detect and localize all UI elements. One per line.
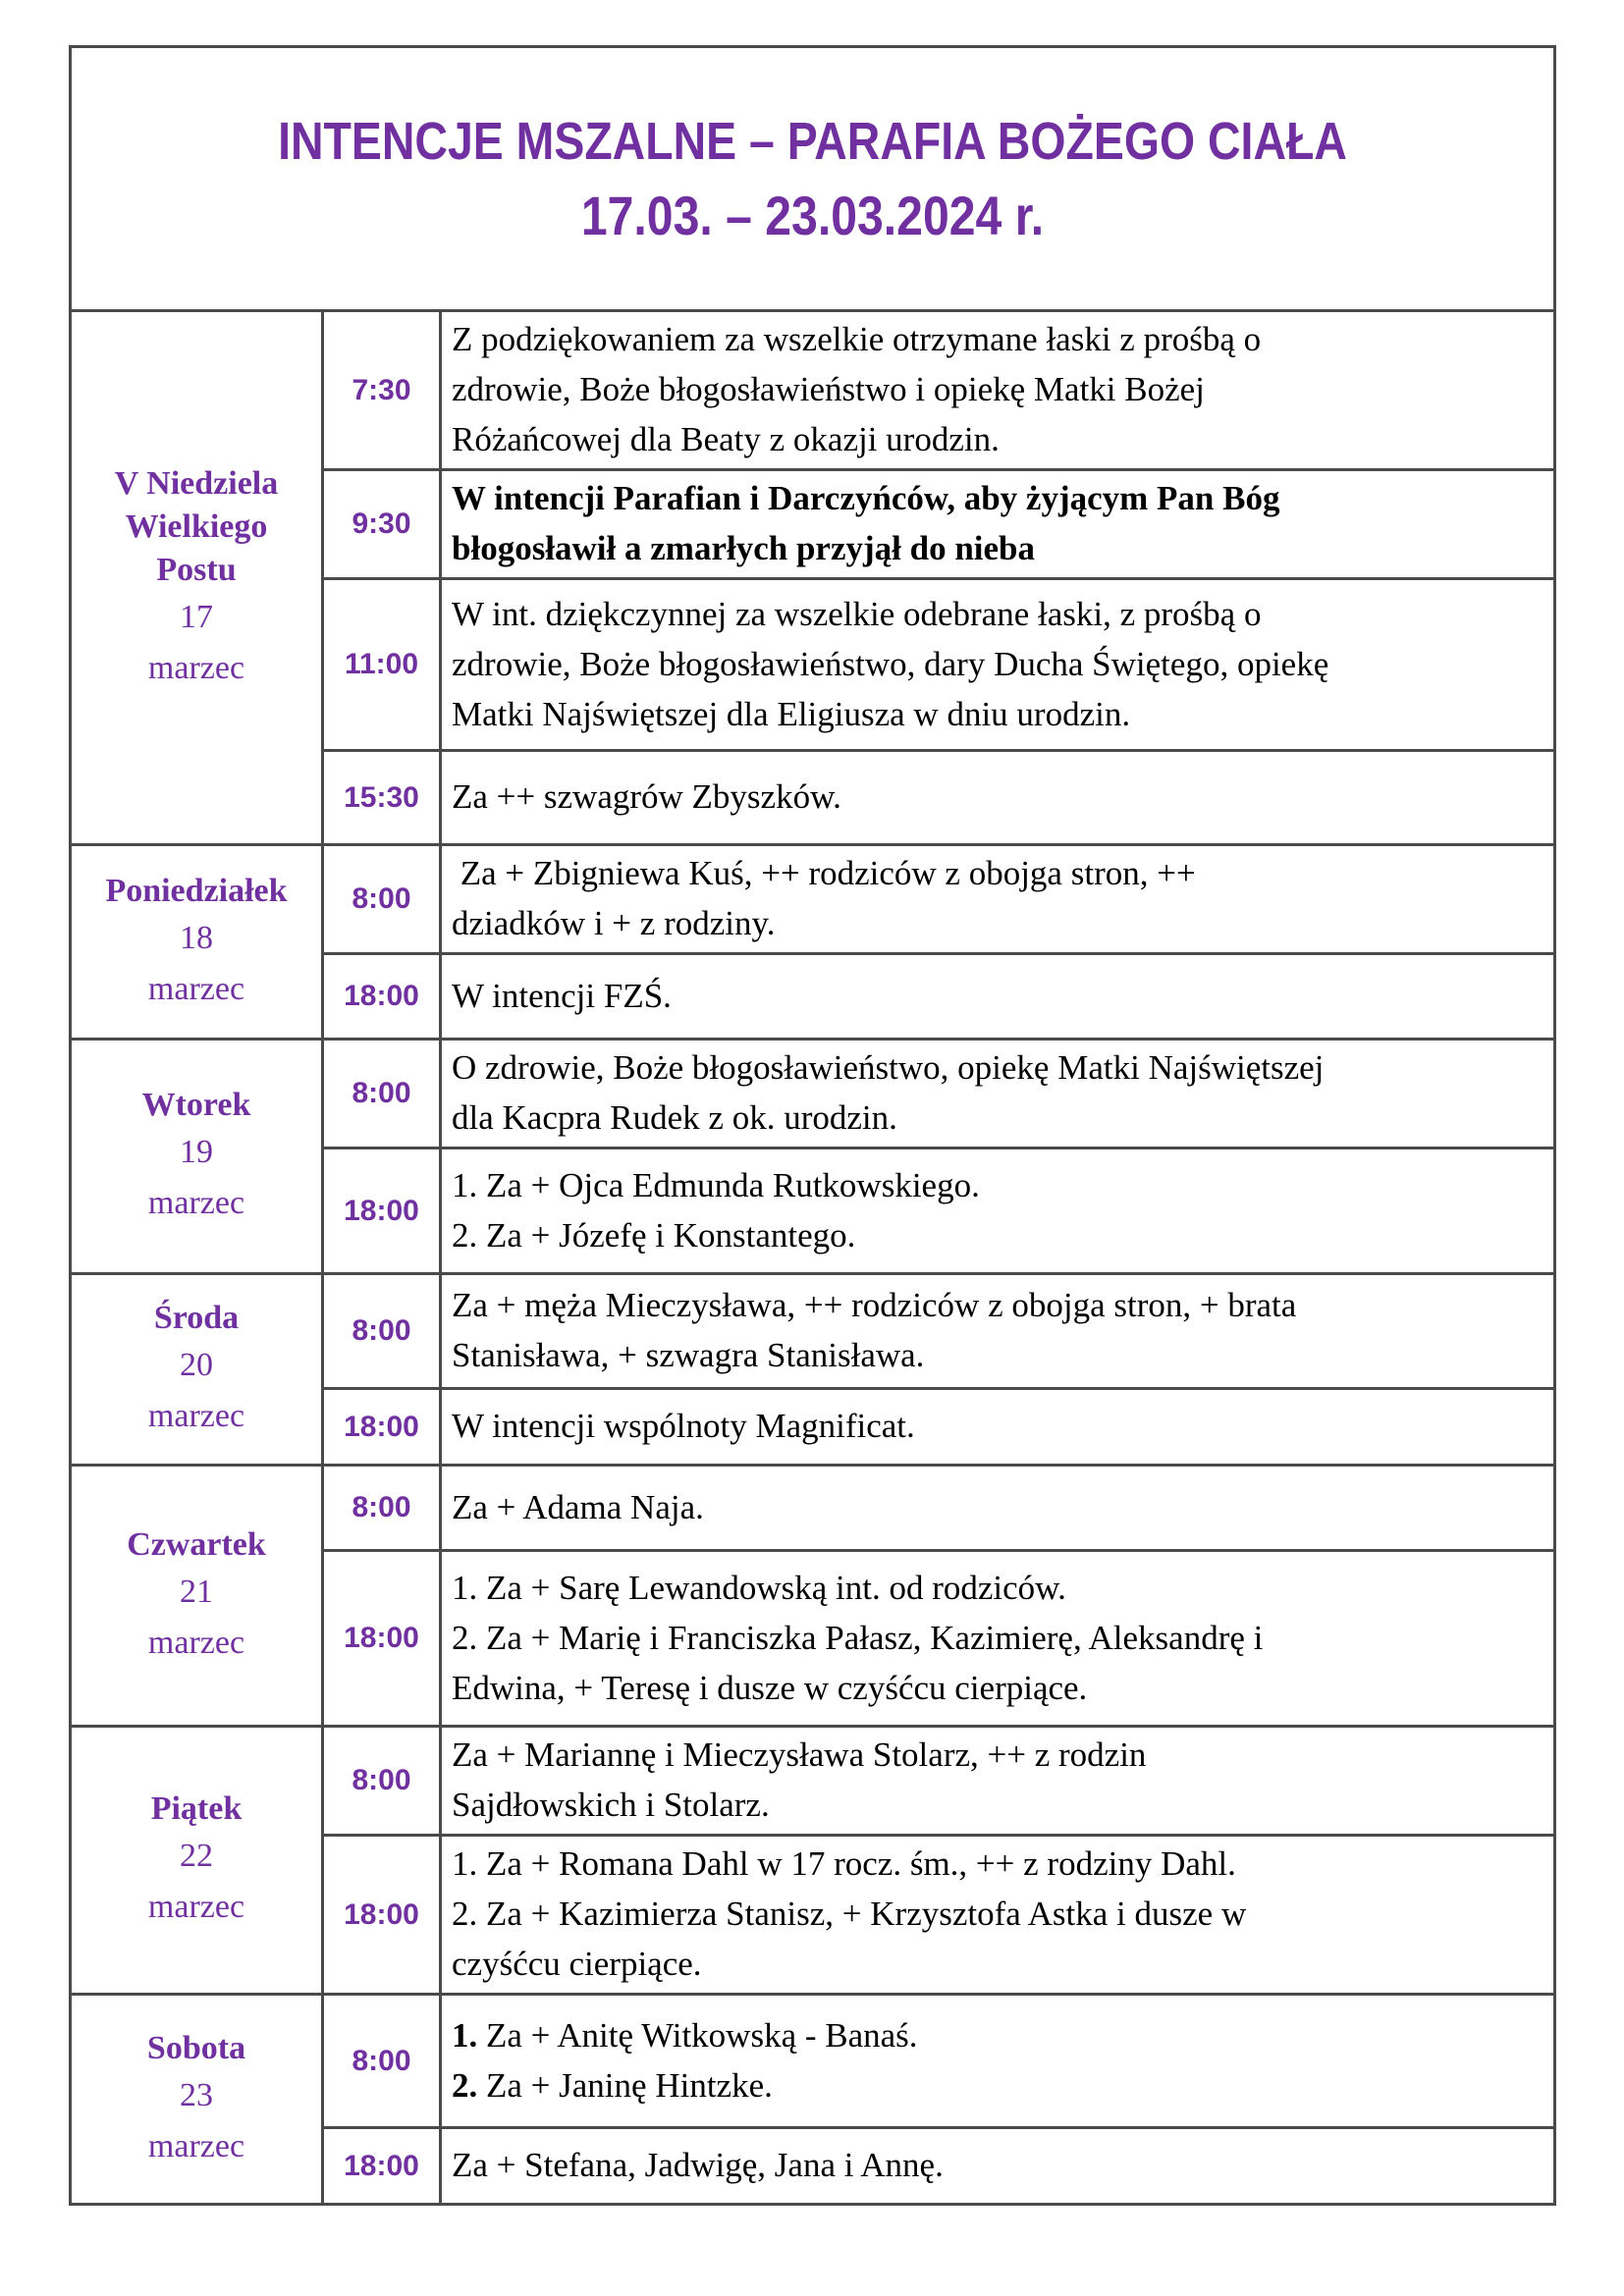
intention-line: Sajdłowskich i Stolarz. — [452, 1786, 770, 1824]
mass-row — [71, 1466, 1555, 1551]
day-number: 19 — [180, 1134, 213, 1170]
intention-line: zdrowie, Boże błogosławieństwo, dary Ducha Świętego, opiekę — [452, 644, 1329, 683]
intention-line: W int. dziękczynnej za wszelkie odebrane łaski, z prośbą o — [452, 594, 1262, 633]
intention-text: Za + Janinę Hintzke. — [486, 2065, 773, 2105]
mass-intention — [441, 1274, 1555, 1389]
mass-intention — [441, 1836, 1555, 1995]
mass-intention — [441, 1148, 1555, 1274]
intention-line — [452, 2010, 1543, 2060]
intention-text: Za + Anitę Witkowską - Banaś. — [486, 2015, 918, 2055]
day-name: Wielkiego — [125, 507, 268, 545]
intention-line: Stanisława, + szwagra Stanisława. — [452, 1336, 925, 1374]
mass-row — [71, 1727, 1555, 1836]
list-number: 1. — [452, 2015, 478, 2055]
mass-intention — [441, 1389, 1555, 1466]
day-cell-saturday — [71, 1995, 323, 2205]
day-name: Postu — [156, 551, 237, 588]
header-row — [71, 47, 1555, 311]
intention-line: Za ++ szwagrów Zbyszków. — [452, 777, 841, 816]
mass-intention — [441, 1466, 1555, 1551]
day-month: marzec — [147, 649, 245, 686]
mass-time: 7:30 — [323, 311, 441, 470]
intention-line: 2. Za + Kazimierza Stanisz, + Krzysztofa Astka i dusze w — [452, 1895, 1247, 1933]
intention-line: dla Kacpra Rudek z ok. urodzin. — [452, 1098, 897, 1137]
mass-row — [71, 1995, 1555, 2128]
date-range: 17.03. – 23.03.2024 r. — [580, 185, 1045, 246]
intentions-table — [69, 45, 1556, 2206]
day-name: Poniedziałek — [105, 872, 288, 909]
intention-line: 1. Za + Sarę Lewandowską int. od rodziców. — [452, 1568, 1066, 1607]
day-name: Sobota — [146, 2029, 246, 2066]
mass-intention — [441, 1040, 1555, 1148]
mass-time: 11:00 — [323, 579, 441, 751]
intention-line: Matki Najświętszej dla Eligiusza w dniu urodzin. — [452, 694, 1131, 733]
mass-intention — [441, 1995, 1555, 2128]
day-name: Czwartek — [127, 1525, 266, 1563]
intention-line: zdrowie, Boże błogosławieństwo i opiekę Matki Bożej — [452, 370, 1205, 408]
day-cell-wednesday — [71, 1274, 323, 1466]
mass-time: 8:00 — [323, 1040, 441, 1148]
intention-line: Za + Zbigniewa Kuś, ++ rodziców z obojga stron, ++ — [452, 854, 1196, 892]
mass-time: 8:00 — [323, 1274, 441, 1389]
mass-time: 18:00 — [323, 2128, 441, 2205]
title-cell — [71, 47, 1555, 311]
mass-row — [71, 1274, 1555, 1389]
mass-time: 8:00 — [323, 1466, 441, 1551]
day-cell-thursday — [71, 1466, 323, 1727]
page-title: INTENCJE MSZALNE – PARAFIA BOŻEGO CIAŁA — [278, 112, 1347, 171]
intention-line: czyśćcu cierpiące. — [452, 1945, 702, 1983]
day-name: V Niedziela — [114, 464, 279, 502]
mass-intention — [441, 470, 1555, 579]
mass-intention — [441, 579, 1555, 751]
mass-time: 18:00 — [323, 1836, 441, 1995]
mass-time: 9:30 — [323, 470, 441, 579]
intention-line: Z podziękowaniem za wszelkie otrzymane łaski z prośbą o — [452, 320, 1262, 358]
mass-intention — [441, 751, 1555, 845]
day-name: Środa — [153, 1300, 240, 1336]
day-number: 21 — [180, 1573, 213, 1610]
day-month: marzec — [147, 1398, 245, 1434]
mass-intention — [441, 1727, 1555, 1836]
intention-line: 2. Za + Józefę i Konstantego. — [452, 1215, 856, 1255]
mass-row — [71, 845, 1555, 954]
day-name: Piątek — [150, 1790, 243, 1827]
day-month: marzec — [147, 2127, 245, 2164]
mass-time: 18:00 — [323, 1148, 441, 1274]
mass-time: 8:00 — [323, 845, 441, 954]
intention-line: 1. Za + Romana Dahl w 17 rocz. śm., ++ z rodziny Dahl. — [452, 1844, 1236, 1883]
intention-line: W intencji FZŚ. — [452, 976, 672, 1015]
day-name: Wtorek — [141, 1087, 251, 1123]
day-month: marzec — [147, 970, 245, 1007]
intention-line: 1. Za + Ojca Edmunda Rutkowskiego. — [452, 1165, 980, 1204]
intention-line — [452, 2060, 1543, 2110]
intention-line: Za + Adama Naja. — [452, 1487, 704, 1526]
mass-time: 18:00 — [323, 1389, 441, 1466]
intention-line: Za + Mariannę i Mieczysława Stolarz, ++ z rodzin — [452, 1735, 1147, 1774]
mass-row — [71, 311, 1555, 470]
day-cell-monday — [71, 845, 323, 1040]
mass-time: 18:00 — [323, 954, 441, 1040]
intention-line: W intencji wspólnoty Magnificat. — [452, 1407, 915, 1445]
day-number: 18 — [180, 919, 213, 956]
day-number: 20 — [180, 1347, 213, 1383]
mass-intention — [441, 1551, 1555, 1727]
mass-time: 8:00 — [323, 1727, 441, 1836]
day-month: marzec — [147, 1624, 245, 1661]
day-number: 22 — [180, 1838, 213, 1874]
intention-line: O zdrowie, Boże błogosławieństwo, opiekę Matki Najświętszej — [452, 1048, 1325, 1087]
day-number: 23 — [180, 2076, 213, 2113]
day-number: 17 — [180, 598, 213, 635]
intention-line: błogosławił a zmarłych przyjął do nieba — [452, 529, 1036, 567]
day-cell-friday — [71, 1727, 323, 1995]
intention-line: dziadków i + z rodziny. — [452, 904, 776, 942]
mass-row — [71, 1040, 1555, 1148]
intention-line: Za + Stefana, Jadwigę, Jana i Annę. — [452, 2146, 944, 2184]
mass-time: 15:30 — [323, 751, 441, 845]
day-cell-sunday — [71, 311, 323, 845]
day-month: marzec — [147, 1185, 245, 1221]
mass-intention — [441, 311, 1555, 470]
mass-time: 8:00 — [323, 1995, 441, 2128]
mass-intention — [441, 845, 1555, 954]
intention-line: Edwina, + Teresę i dusze w czyśćcu cierpiące. — [452, 1668, 1088, 1707]
day-cell-tuesday — [71, 1040, 323, 1274]
mass-time: 18:00 — [323, 1551, 441, 1727]
mass-intention — [441, 954, 1555, 1040]
mass-intention — [441, 2128, 1555, 2205]
intention-line: Różańcowej dla Beaty z okazji urodzin. — [452, 420, 1000, 458]
intention-line: W intencji Parafian i Darczyńców, aby żyjącym Pan Bóg — [452, 479, 1280, 517]
day-month: marzec — [147, 1889, 245, 1925]
intention-line: 2. Za + Marię i Franciszka Pałasz, Kazimierę, Aleksandrę i — [452, 1618, 1264, 1657]
intention-line: Za + męża Mieczysława, ++ rodziców z obojga stron, + brata — [452, 1286, 1297, 1324]
list-number: 2. — [452, 2065, 478, 2105]
